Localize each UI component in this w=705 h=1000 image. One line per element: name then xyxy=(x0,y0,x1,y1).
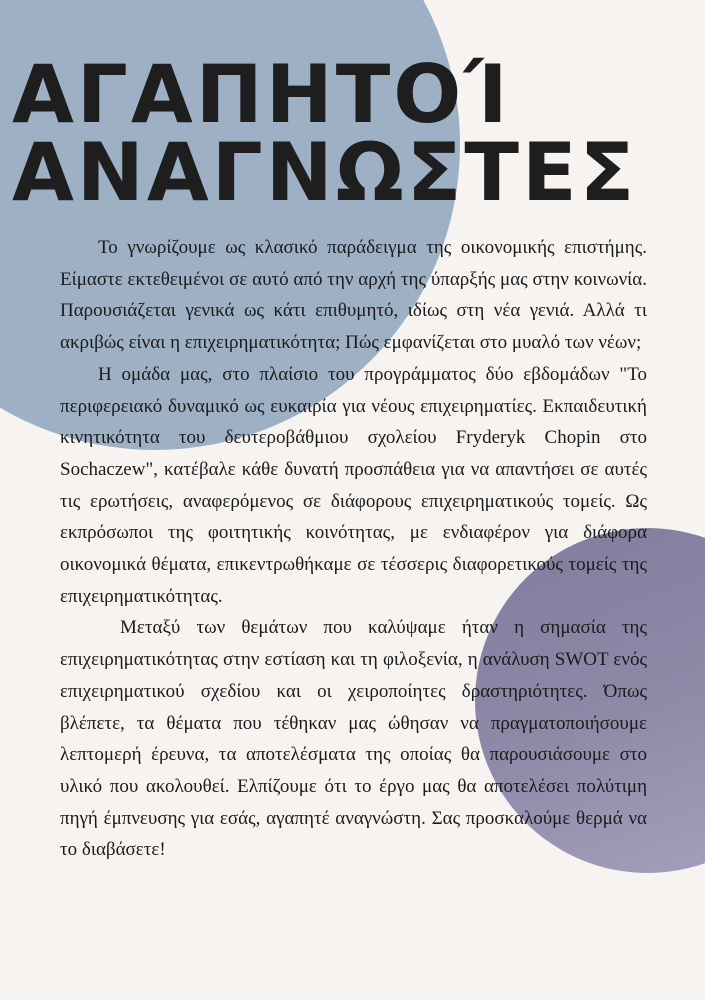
paragraph-intro: Το γνωρίζουμε ως κλασικό παράδειγμα της οικονομικής επιστήμης. Είμαστε εκτεθειμένοι σε αυτό από την αρχή της ύπαρξής μας στην κοινωνία. Παρουσιάζεται γενικά ως κάτι επιθυμητό, ιδίως στη νέα γενιά. Αλλά τι ακριβώς είναι η επιχειρηματικότητα; Πώς εμφανίζεται στο μυαλό των νέων; xyxy=(60,237,647,354)
body-text xyxy=(60,232,647,866)
page-title-line-2: ΑΝΑΓΝΩΣΤΕΣ xyxy=(12,126,638,219)
page-title xyxy=(12,48,638,219)
paragraph-team: Η ομάδα μας, στο πλαίσιο του προγράμματος δύο εβδομάδων "Το περιφερειακό δυναμικό ως ευκαιρία για νέους επιχειρηματίες. Εκπαιδευτική κινητικότητα του δευτεροβάθμιου σχολείου Fryderyk Chopin στο Sochaczew", κατέβαλε κάθε δυνατή προσπάθεια για να απαντήσει σε αυτές τις ερωτήσεις, αναφερόμενος σε διάφορους επιχειρηματικούς τομείς. Ως εκπρόσωποι της φοιτητικής κοινότητας, με ενδιαφέρον για διάφορα οικονομικά θέματα, επικεντρωθήκαμε σε τέσσερις διαφορετικούς τομείς της επιχειρηματικότητας. xyxy=(60,363,647,607)
page-title-line-1: ΑΓΑΠΗΤΟΊ xyxy=(12,48,513,141)
paragraph-topics: Μεταξύ των θεμάτων που καλύψαμε ήταν η σημασία της επιχειρηματικότητας στην εστίαση και τη φιλοξενία, η ανάλυση SWOT ενός επιχειρηματικού σχεδίου και οι χειροποίητες δραστηριότητες. Όπως βλέπετε, τα θέματα που τέθηκαν μας ώθησαν να πραγματοποιήσουμε λεπτομερή έρευνα, τα αποτελέσματα της οποίας θα παρουσιάσουμε στο υλικό που ακολουθεί. Ελπίζουμε ότι το έργο μας θα αποτελέσει πολύτιμη πηγή έμπνευσης για εσάς, αγαπητέ αναγνώστη. Σας προσκαλούμε θερμά να το διαβάσετε! xyxy=(60,617,647,861)
